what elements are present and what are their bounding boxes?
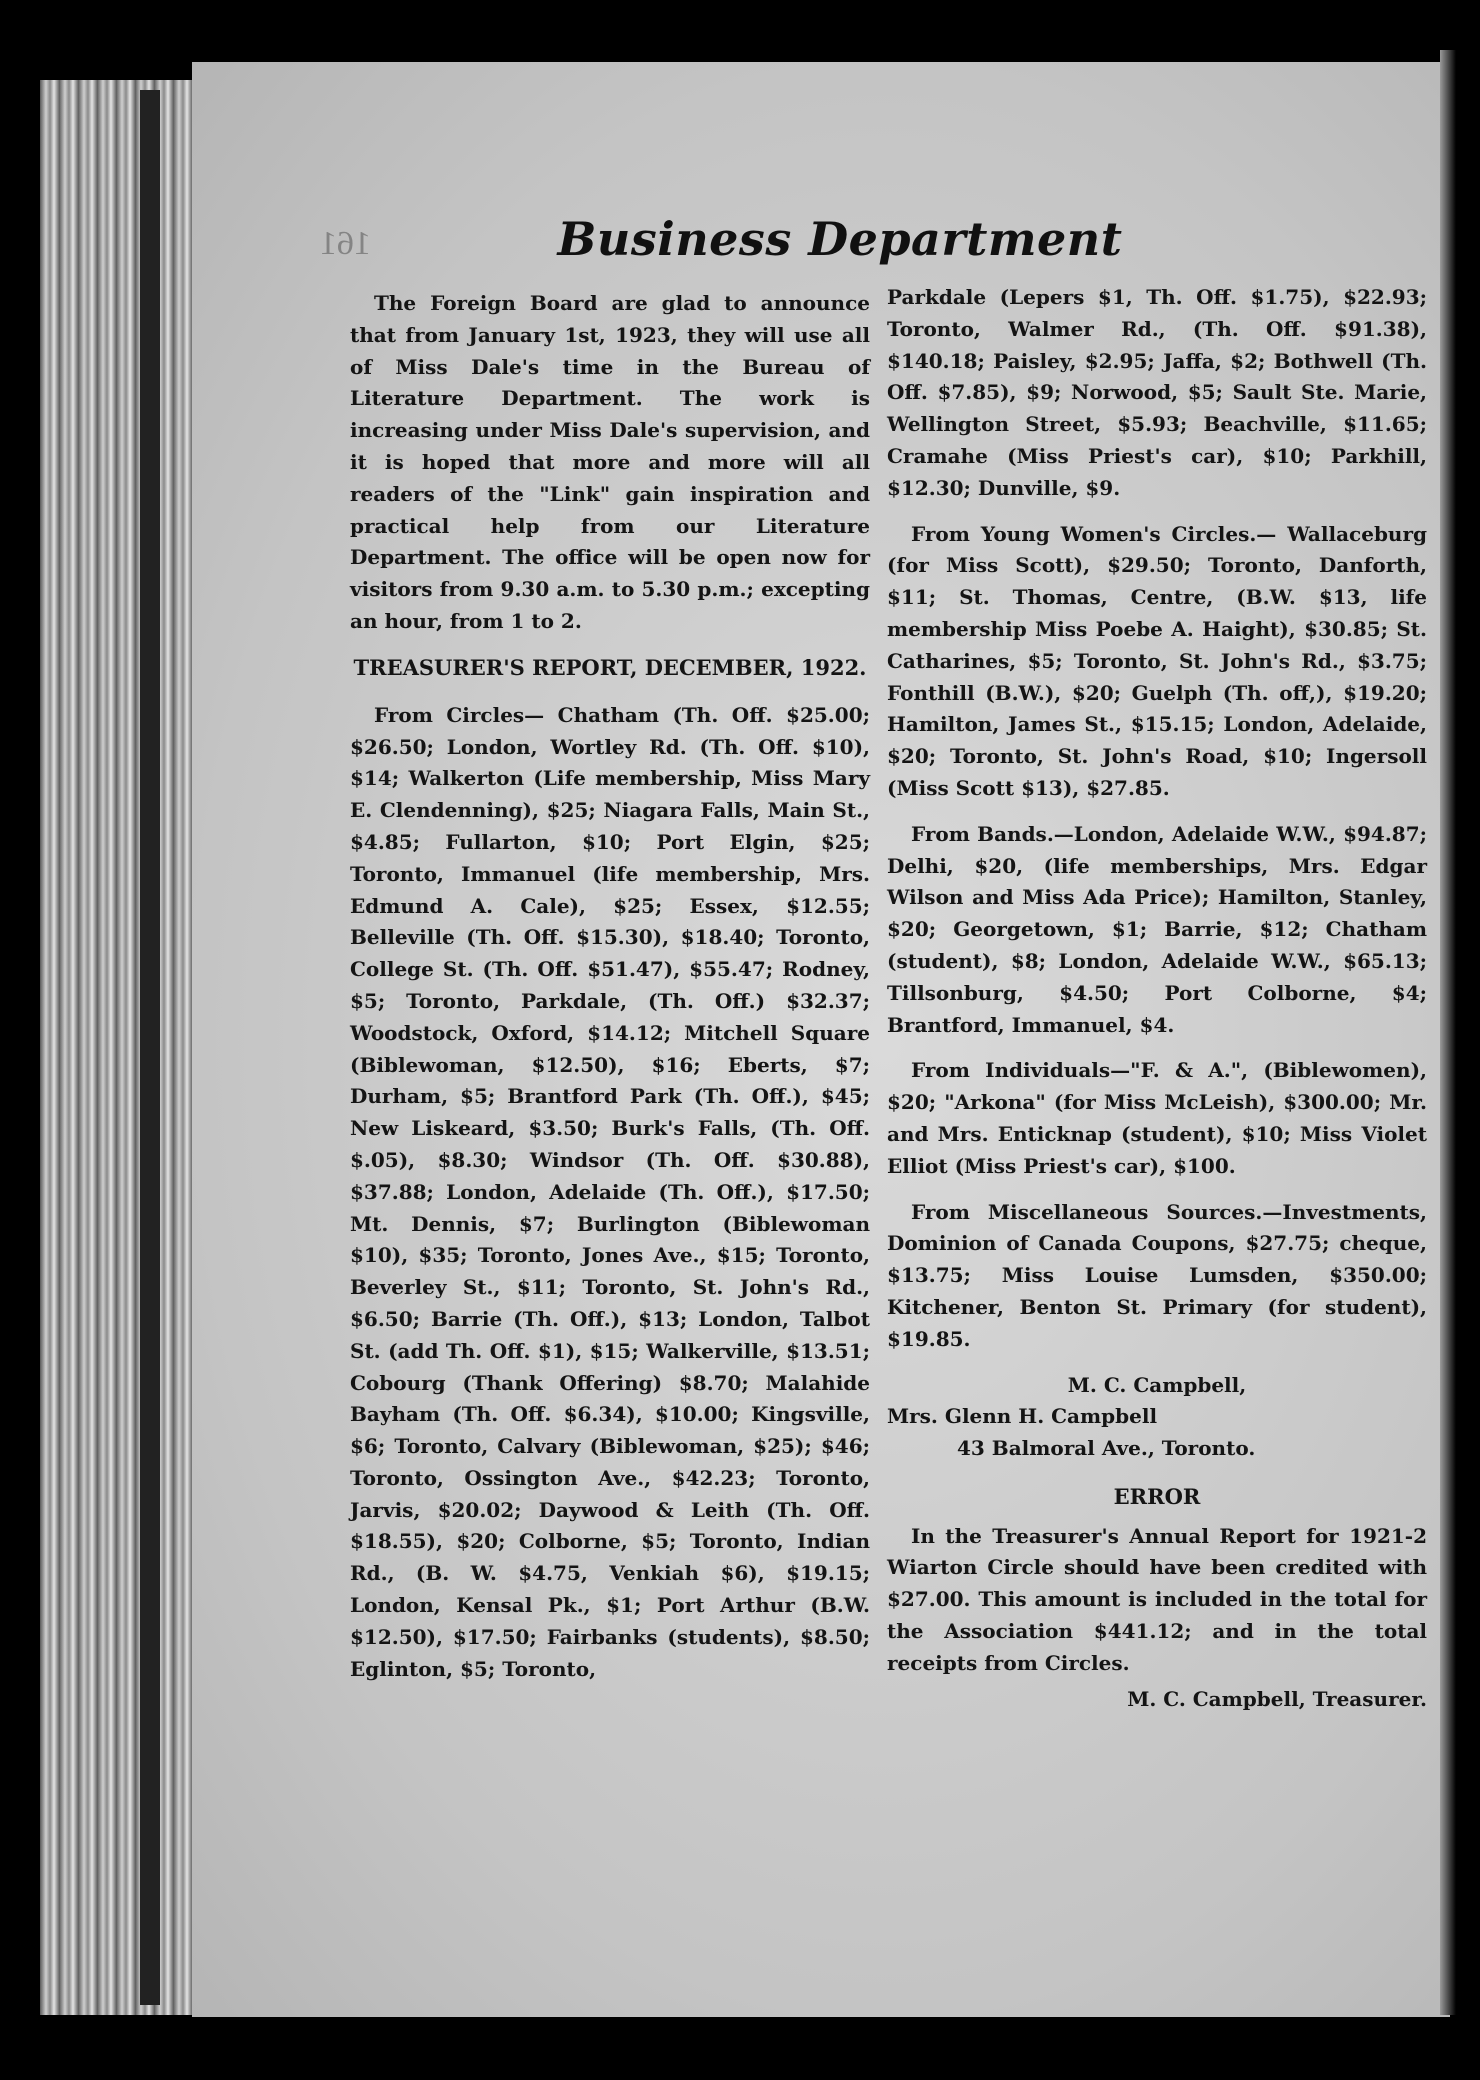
bands-paragraph: From Bands.—London, Adelaide W.W., $94.87; Delhi, $20, (life memberships, Mrs. Edgar Wilson and Miss Ada Price); Hamilton, Stanley, $20; Georgetown, $1; Barrie, $12; Chatham (student), $8; London, Adelaide W.W., $65.13; Tillsonburg, $4.50; Port Colborne, $4; Brantford, Immanuel, $4. — [887, 821, 1427, 1037]
right-column — [887, 282, 1427, 1715]
page-title: Business Department — [557, 212, 1123, 266]
book-gutter — [140, 90, 160, 2005]
circles-continued-paragraph: Parkdale (Lepers $1, Th. Off. $1.75), $22.93; Toronto, Walmer Rd., (Th. Off. $91.38), $140.18; Paisley, $2.95; Jaffa, $2; Bothwell (Th. Off. $7.85), $9; Norwood, $5; Sault Ste. Marie, Wellington Street, $5.93; Beachville, $11.65; Cramahe (Miss Priest's car), $10; Parkhill, $12.30; Dunville, $9. — [887, 285, 1427, 500]
error-heading: ERROR — [1113, 1483, 1201, 1509]
address-line: 43 Balmoral Ave., Toronto. — [957, 1436, 1256, 1461]
left-column — [350, 288, 870, 1685]
page-number: 161 — [320, 225, 371, 262]
signature-line-1: M. C. Campbell, — [1067, 1372, 1247, 1397]
circles-paragraph: From Circles— Chatham (Th. Off. $25.00; $26.50; London, Wortley Rd. (Th. Off. $10), $14; Walkerton (Life membership, Miss Mary E. Clendenning), $25; Niagara Falls, Main St., $4.85; Fullarton, $10; Port Elgin, $25; Toronto, Immanuel (life membership, Mrs. Edmund A. Cale), $25; Essex, $12.55; Belleville (Th. Off. $15.30), $18.40; Toronto, College St. (Th. Off. $51.47), $55.47; Rodney, $5; Toronto, Parkdale, (Th. Off.) $32.37; Woodstock, Oxford, $14.12; Mitchell Square (Biblewoman, $12.50), $16; Eberts, $7; Durham, $5; Brantford Park (Th. Off.), $45; New Liskeard, $3.50; Burk's Falls, (Th. Off. $.05), $8.30; Windsor (Th. Off. $30.88), $37.88; London, Adelaide (Th. Off.), $17.50; Mt. Dennis, $7; Burlington (Biblewoman $10), $35; Toronto, Jones Ave., $15; Toronto, Beverley St., $11; Toronto, St. John's Rd., $6.50; Barrie (Th. Off.), $13; London, Talbot St. (add Th. Off. $1), $15; Walkerville, $13.51; Cobourg (Thank Offering) $8.70; Malahide Bayham (Th. Off. $6.34), $10.00; Kingsville, $6; Toronto, Calvary (Biblewoman, $25); $46; Toronto, Ossington Ave., $42.23; Toronto, Jarvis, $20.02; Daywood & Leith (Th. Off. $18.55), $20; Colborne, $5; Toronto, Indian Rd., (B. W. $4.75, Venkiah $6), $19.15; London, Kensal Pk., $1; Port Arthur (B.W. $12.50), $17.50; Fairbanks (students), $8.50; Eglinton, $5; Toronto, — [350, 702, 870, 1681]
individuals-paragraph: From Individuals—"F. & A.", (Biblewomen), $20; "Arkona" (for Miss McLeish), $300.00; Mr. and Mrs. Enticknap (student), $10; Miss Violet Elliot (Miss Priest's car), $100. — [887, 1058, 1427, 1178]
book-page-edges — [40, 80, 210, 2015]
miscellaneous-paragraph: From Miscellaneous Sources.—Investments, Dominion of Canada Coupons, $27.75; cheque, $13.75; Miss Louise Lumsden, $350.00; Kitchener, Benton St. Primary (for student), $19.85. — [887, 1199, 1427, 1351]
report-heading: TREASURER'S REPORT, DECEMBER, 1922. — [353, 654, 867, 680]
page-edge-shadow — [1440, 50, 1456, 2015]
young-womens-circles-paragraph: From Young Women's Circles.— Wallaceburg (for Miss Scott), $29.50; Toronto, Danforth, $11; St. Thomas, Centre, (B.W. $13, life membership Miss Poebe A. Haight), $30.85; St. Catharines, $5; Toronto, St. John's Rd., $3.75; Fonthill (B.W.), $20; Guelph (Th. off,), $19.20; Hamilton, James St., $15.15; London, Adelaide, $20; Toronto, St. John's Road, $10; Ingersoll (Miss Scott $13), $27.85. — [887, 521, 1427, 800]
treasurer-signature: M. C. Campbell, Treasurer. — [1127, 1686, 1427, 1711]
intro-paragraph: The Foreign Board are glad to announce that from January 1st, 1923, they will use all of Miss Dale's time in the Bureau of Literature Department. The work is increasing under Miss Dale's supervision, and it is hoped that more and more will all readers of the "Link" gain inspiration and practical help from our Literature Department. The office will be open now for visitors from 9.30 a.m. to 5.30 p.m.; excepting an hour, from 1 to 2. — [350, 291, 870, 633]
error-paragraph: In the Treasurer's Annual Report for 1921-2 Wiarton Circle should have been credited with $27.00. This amount is included in the total for the Association $441.12; and in the total receipts from Circles. — [887, 1523, 1427, 1675]
signature-line-2: Mrs. Glenn H. Campbell — [887, 1404, 1158, 1429]
